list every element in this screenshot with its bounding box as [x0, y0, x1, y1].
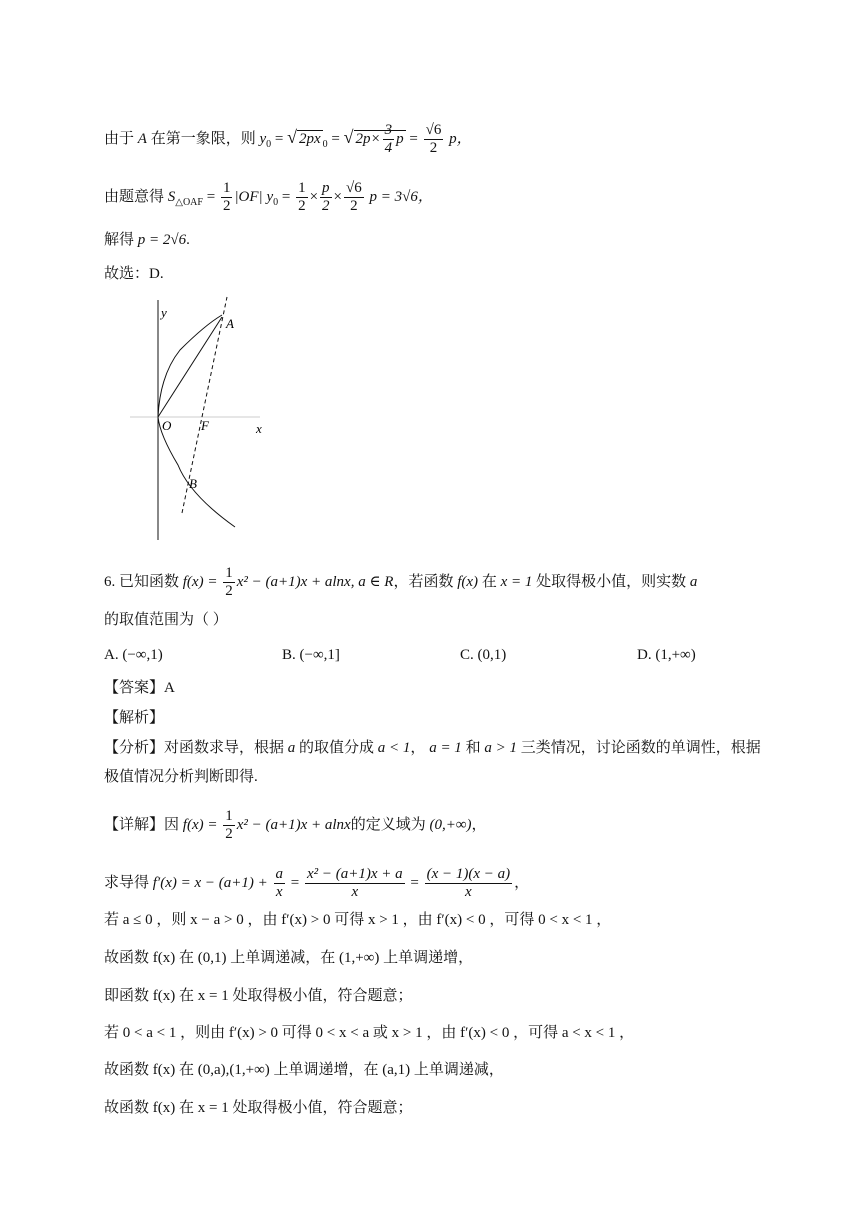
text: 和 — [465, 740, 481, 756]
var-a: a — [287, 740, 296, 756]
text: 因 — [164, 816, 180, 833]
equals: = — [331, 130, 340, 147]
option-c — [460, 645, 506, 665]
fraction — [425, 866, 513, 901]
radicand-part: p — [396, 130, 404, 147]
times: × — [309, 188, 319, 205]
answer-line — [104, 678, 175, 698]
numerator: 1 — [222, 180, 231, 196]
solution-line-2: 由题意得 $S_{\triangle OAF}$ = $\frac{1}{2}$ |OF| $y_0$ = $\frac{1}{2}$ × $\frac{p}{2}$ × $\frac{√6}{2}$ p = 3√6， — [104, 180, 433, 214]
text: 求导得 — [104, 874, 150, 891]
case-line-5 — [104, 1060, 504, 1080]
times: × — [333, 188, 343, 205]
label-x: x — [256, 421, 262, 436]
text: ， — [410, 740, 426, 756]
text: 故函数 f(x) 在 (0,a),(1,+∞) 上单调递增，在 (a,1) 上单调递减， — [104, 1062, 504, 1078]
text: 故选：D. — [104, 266, 164, 282]
denominator: 2 — [350, 198, 358, 214]
text: 若 a ≤ 0 ，则 x − a > 0 ，由 f′(x) > 0 可得 x > 1 ，由 f′(x) < 0 ，可得 0 < x < 1 ， — [104, 912, 612, 928]
question-6-line-1 — [104, 565, 697, 600]
denominator: x — [275, 884, 283, 900]
case-line-3 — [104, 986, 412, 1006]
case-line-1 — [104, 910, 611, 930]
text: ，若函数 — [393, 573, 454, 590]
radical-sign: √ — [343, 126, 354, 147]
text: 的取值范围为（ ） — [104, 612, 228, 628]
fraction — [424, 122, 444, 157]
text: 在第一象限，则 — [150, 130, 256, 147]
case-line-2 — [104, 948, 473, 968]
numerator: √6 — [425, 122, 442, 138]
radicand: 2px — [298, 130, 321, 147]
label-a: A — [226, 316, 234, 331]
solution-line-1 — [104, 122, 472, 157]
math-expr: a < 1 — [377, 740, 411, 756]
option-b — [282, 645, 340, 665]
option-d — [637, 645, 696, 665]
text: 6. 已知函数 — [104, 573, 180, 590]
fraction — [305, 866, 405, 901]
denominator: 2 — [225, 583, 233, 599]
denominator: 2 — [429, 140, 438, 156]
fraction — [223, 808, 235, 843]
numerator: 3 — [384, 122, 393, 138]
label-y: y — [161, 305, 167, 320]
radicand — [354, 122, 406, 156]
fraction — [344, 180, 364, 215]
question-6-line-2 — [104, 610, 228, 630]
denominator: 2 — [225, 826, 233, 842]
denominator: 2 — [322, 198, 330, 214]
case-line-6 — [104, 1098, 412, 1118]
text: 若 0 < a < 1 ，则由 f′(x) > 0 可得 0 < x < a 或 x > 1 ，由 f′(x) < 0 ，可得 a < x < 1 ， — [104, 1025, 635, 1041]
numerator: p — [322, 180, 330, 196]
math-expr: f(x) = — [182, 573, 218, 590]
numerator: (x − 1)(x − a) — [426, 866, 511, 882]
text: ， — [471, 816, 487, 833]
math-expr: x² − (a+1)x + alnx, a ∈ R — [236, 573, 394, 590]
text: 极值情况分析判断即得. — [104, 769, 258, 785]
numerator: x² − (a+1)x + a — [306, 866, 403, 882]
math-expr: a = 1 — [429, 740, 462, 756]
denominator: x — [465, 884, 472, 900]
subscript: 0 — [266, 138, 272, 150]
label-b: B — [189, 476, 197, 491]
numerator: a — [275, 866, 283, 882]
option-c-text: C. (0,1) — [460, 647, 507, 663]
fraction — [320, 180, 332, 215]
math-expr: (0,+∞) — [429, 816, 472, 833]
fraction — [223, 565, 235, 600]
var-a: A — [137, 130, 147, 147]
derivative-line: 求导得 f′(x) = x − (a+1) + $\frac{a}{x}$ = $\frac{\text{x² − (a+1)x + a}}{x}$ = $\frac{(x - 1)(x - a)}{x}$ ， — [104, 866, 530, 900]
equals: = — [274, 130, 284, 147]
math-expr: x = 1 — [500, 573, 533, 590]
jiexi-line — [104, 708, 164, 728]
fraction — [221, 180, 233, 215]
math-expr: f′(x) = x − (a+1) + — [152, 874, 268, 891]
denominator: 4 — [384, 140, 393, 156]
equals: = — [409, 130, 418, 147]
subscript: △OAF — [175, 196, 203, 208]
fenxi-line-1 — [104, 738, 761, 758]
text: . — [186, 232, 190, 248]
math-expr: p = 2√6 — [137, 232, 187, 248]
text: 的定义域为 — [350, 816, 426, 833]
subscript: 0 — [322, 138, 328, 150]
option-d-text: D. (1,+∞) — [637, 647, 696, 663]
text: 对函数求导，根据 — [164, 740, 285, 756]
numerator: √6 — [346, 180, 362, 196]
fraction — [274, 866, 286, 901]
text: 即函数 f(x) 在 x = 1 处取得极小值，符合题意； — [104, 988, 413, 1004]
math-expr: a > 1 — [484, 740, 517, 756]
text: p = 3√6， — [369, 188, 433, 205]
answer-text: 【答案】A — [104, 680, 175, 696]
fenxi-line-2 — [104, 767, 258, 787]
text: 故函数 f(x) 在 x = 1 处取得极小值，符合题意； — [104, 1100, 413, 1116]
numerator: 1 — [225, 808, 233, 824]
var-a: a — [689, 573, 698, 590]
xiangjie-tag: 【详解】 — [104, 816, 165, 833]
label-o: O — [162, 418, 172, 433]
text: ， — [514, 874, 530, 891]
text: 解得 — [104, 232, 135, 248]
radical-sign: √ — [287, 126, 297, 147]
option-b-text: B. (−∞,1] — [282, 647, 340, 663]
jiexi-text: 【解析】 — [104, 710, 165, 726]
solution-line-3 — [104, 230, 190, 250]
case-line-4 — [104, 1023, 634, 1043]
text: 三类情况，讨论函数的单调性，根据 — [520, 740, 761, 756]
var-y: y — [266, 188, 274, 205]
label-f: F — [201, 418, 209, 433]
math-expr: f(x) = — [182, 816, 218, 833]
abs-of: |OF| — [234, 188, 263, 205]
subscript: 0 — [273, 196, 279, 208]
var-s: S — [167, 188, 176, 205]
option-a — [104, 645, 163, 665]
denominator: 2 — [298, 198, 306, 214]
numerator: 1 — [225, 565, 233, 581]
var-y: y — [259, 130, 267, 147]
text: 由于 — [104, 130, 135, 147]
math-expr: f(x) — [457, 573, 479, 590]
text: p， — [449, 130, 472, 147]
text: 的取值分成 — [299, 740, 375, 756]
text: 处取得极小值，则实数 — [536, 573, 687, 590]
numerator: 1 — [298, 180, 306, 196]
denominator: 2 — [222, 198, 231, 214]
parabola-figure — [130, 295, 280, 545]
solution-line-4 — [104, 264, 164, 284]
option-a-text: A. (−∞,1) — [104, 647, 163, 663]
denominator: x — [351, 884, 359, 900]
text: 由题意得 — [104, 188, 165, 205]
fraction — [296, 180, 308, 215]
text: 在 — [481, 573, 497, 590]
text: 故函数 f(x) 在 (0,1) 上单调递减，在 (1,+∞) 上单调递增， — [104, 950, 474, 966]
math-expr: x² − (a+1)x + alnx — [236, 816, 351, 833]
fenxi-tag: 【分析】 — [104, 740, 165, 756]
radicand-part: 2p× — [355, 130, 381, 147]
fraction — [383, 122, 395, 157]
xiangjie-line — [104, 808, 487, 843]
